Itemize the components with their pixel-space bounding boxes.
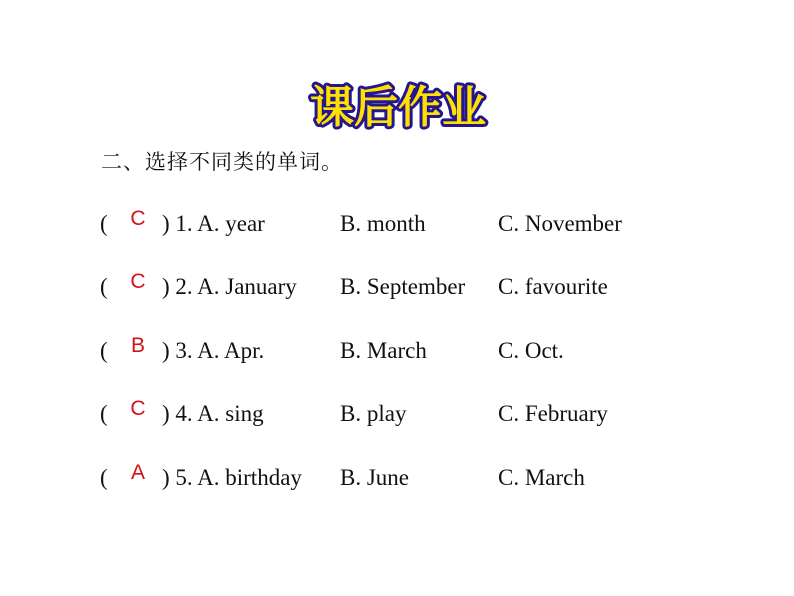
question-option-a: ) 1. A. year <box>162 211 265 236</box>
answer-mark: C <box>130 207 146 230</box>
question-option-b: B. June <box>340 465 409 490</box>
question-option-c: C. March <box>498 465 585 490</box>
instruction-text: 二、选择不同类的单词。 <box>101 150 343 174</box>
answer-mark: B <box>130 334 145 357</box>
question-option-a: ) 2. A. January <box>162 274 297 299</box>
question-option-b: B. September <box>340 274 466 299</box>
page-title: 课后作业 <box>310 82 486 133</box>
question-option-c: C. February <box>498 401 608 426</box>
question-option-b: B. play <box>340 401 407 426</box>
bracket-open: ( <box>100 338 108 363</box>
question-option-b: B. March <box>340 338 427 363</box>
title-art <box>286 78 510 134</box>
bracket-open: ( <box>100 465 108 490</box>
question-option-b: B. month <box>340 211 426 236</box>
answer-mark: C <box>130 397 146 420</box>
bracket-open: ( <box>100 401 108 426</box>
answer-mark: A <box>130 461 145 484</box>
question-option-c: C. Oct. <box>498 338 564 363</box>
question-option-c: C. November <box>498 211 622 236</box>
bracket-open: ( <box>100 211 108 236</box>
lesson-title-banner <box>286 78 510 134</box>
question-option-a: ) 4. A. sing <box>162 401 264 426</box>
answer-mark: C <box>130 270 146 293</box>
bracket-open: ( <box>100 274 108 299</box>
question-option-a: ) 5. A. birthday <box>162 465 302 490</box>
question-option-a: ) 3. A. Apr. <box>162 338 265 363</box>
question-option-c: C. favourite <box>498 274 608 299</box>
